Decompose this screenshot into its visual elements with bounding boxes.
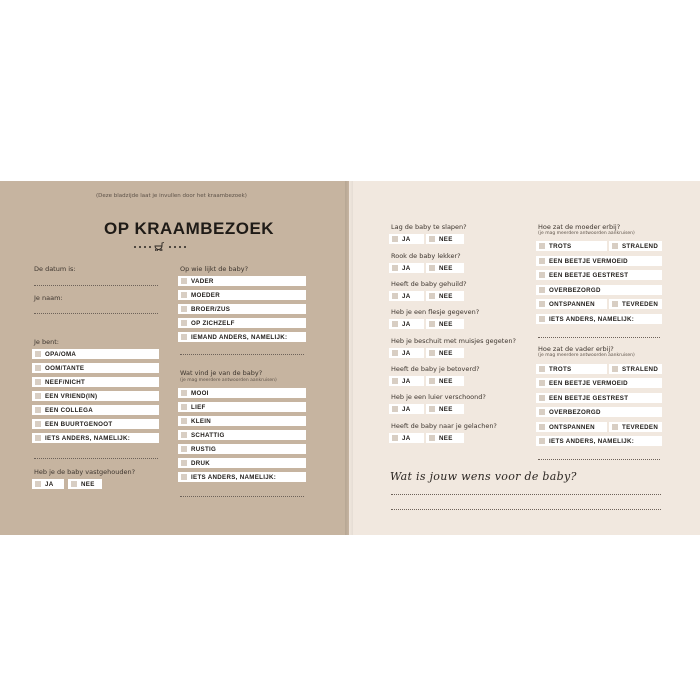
question-yes-option[interactable]: JA: [389, 319, 424, 329]
mother-mood-option[interactable]: IETS ANDERS, NAMELIJK:: [536, 314, 662, 324]
checkbox[interactable]: [71, 481, 77, 487]
checkbox[interactable]: [429, 435, 435, 441]
checkbox[interactable]: [429, 406, 435, 412]
mother-mood-option[interactable]: OVERBEZORGD: [536, 285, 662, 295]
checkbox[interactable]: [429, 265, 435, 271]
father-mood-option[interactable]: EEN BEETJE VERMOEID: [536, 378, 662, 388]
question-label: Lag de baby te slapen?: [391, 223, 467, 231]
opinion-option[interactable]: SCHATTIG: [178, 430, 306, 440]
father-mood-option[interactable]: STRALEND: [609, 364, 662, 374]
opinion-option[interactable]: RUSTIG: [178, 444, 306, 454]
father-mood-option[interactable]: ONTSPANNEN: [536, 422, 607, 432]
mother-other-line[interactable]: [538, 337, 660, 338]
relation-option[interactable]: OOM/TANTE: [32, 363, 159, 373]
checkbox[interactable]: [539, 366, 545, 372]
lookalike-other-line[interactable]: [180, 354, 304, 355]
lookalike-option[interactable]: OP ZICHZELF: [178, 318, 306, 328]
question-no-option[interactable]: NEE: [426, 291, 464, 301]
father-mood-option[interactable]: IETS ANDERS, NAMELIJK:: [536, 436, 662, 446]
question-no-option[interactable]: NEE: [426, 263, 464, 273]
mother-mood-option[interactable]: EEN BEETJE VERMOEID: [536, 256, 662, 266]
opinion-label: Wat vind je van de baby?: [180, 369, 263, 377]
checkbox[interactable]: [539, 316, 545, 322]
question-label: Heb je een flesje gegeven?: [391, 308, 480, 316]
checkbox[interactable]: [181, 292, 187, 298]
relation-label: Je bent:: [34, 338, 59, 346]
question-yes-option[interactable]: JA: [389, 348, 424, 358]
opinion-other-line[interactable]: [180, 496, 304, 497]
checkbox[interactable]: [181, 278, 187, 284]
checkbox[interactable]: [181, 404, 187, 410]
checkbox[interactable]: [539, 380, 545, 386]
checkbox[interactable]: [539, 272, 545, 278]
question-label: Heeft de baby gehuild?: [391, 280, 467, 288]
mother-mood-option[interactable]: STRALEND: [609, 241, 662, 251]
checkbox[interactable]: [181, 306, 187, 312]
question-no-option[interactable]: NEE: [426, 376, 464, 386]
checkbox[interactable]: [181, 474, 187, 480]
mother-label: Hoe zat de moeder erbij?: [538, 223, 621, 231]
mother-mood-option[interactable]: ONTSPANNEN: [536, 299, 607, 309]
date-label: De datum is:: [34, 265, 76, 273]
father-sublabel: (je mag meerdere antwoorden aankruisen): [538, 353, 635, 358]
name-line[interactable]: [34, 313, 158, 314]
question-no-option[interactable]: NEE: [426, 348, 464, 358]
checkbox[interactable]: [392, 236, 398, 242]
checkbox[interactable]: [429, 293, 435, 299]
mother-sublabel: (je mag meerdere antwoorden aankruisen): [538, 231, 635, 236]
checkbox[interactable]: [392, 265, 398, 271]
lookalike-option[interactable]: BROER/ZUS: [178, 304, 306, 314]
pram-icon: [154, 242, 166, 251]
opinion-option[interactable]: KLEIN: [178, 416, 306, 426]
question-label: Heeft de baby naar je gelachen?: [391, 422, 497, 430]
mother-mood-option[interactable]: TROTS: [536, 241, 607, 251]
checkbox[interactable]: [392, 435, 398, 441]
mother-mood-option[interactable]: EEN BEETJE GESTREST: [536, 270, 662, 280]
checkbox[interactable]: [429, 350, 435, 356]
checkbox[interactable]: [392, 321, 398, 327]
relation-option[interactable]: EEN COLLEGA: [32, 405, 159, 415]
lookalike-label: Op wie lijkt de baby?: [180, 265, 249, 273]
checkbox[interactable]: [539, 301, 545, 307]
name-label: Je naam:: [34, 294, 63, 302]
checkbox[interactable]: [392, 293, 398, 299]
wish-line[interactable]: [391, 494, 661, 495]
father-label: Hoe zat de vader erbij?: [538, 345, 614, 353]
checkbox[interactable]: [539, 409, 545, 415]
lookalike-option[interactable]: IEMAND ANDERS, NAMELIJK:: [178, 332, 306, 342]
father-other-line[interactable]: [538, 459, 660, 460]
checkbox[interactable]: [35, 393, 41, 399]
checkbox[interactable]: [612, 301, 618, 307]
checkbox[interactable]: [539, 424, 545, 430]
opinion-option[interactable]: MOOI: [178, 388, 306, 398]
page-title: OP KRAAMBEZOEK: [104, 219, 275, 238]
checkbox[interactable]: [539, 287, 545, 293]
question-yes-option[interactable]: JA: [389, 404, 424, 414]
question-yes-option[interactable]: JA: [389, 291, 424, 301]
held-yes-option[interactable]: JA: [32, 479, 64, 489]
question-no-option[interactable]: NEE: [426, 404, 464, 414]
page-note: (Deze bladzijde laat je invullen door het kraambezoek): [96, 193, 247, 199]
checkbox[interactable]: [181, 460, 187, 466]
question-no-option[interactable]: NEE: [426, 319, 464, 329]
father-mood-option[interactable]: EEN BEETJE GESTREST: [536, 393, 662, 403]
mother-mood-option[interactable]: TEVREDEN: [609, 299, 662, 309]
question-no-option[interactable]: NEE: [426, 433, 464, 443]
question-label: Rook de baby lekker?: [391, 252, 461, 260]
relation-option[interactable]: OPA/OMA: [32, 349, 159, 359]
checkbox[interactable]: [35, 435, 41, 441]
checkbox[interactable]: [35, 379, 41, 385]
question-label: Heb je beschuit met muisjes gegeten?: [391, 337, 516, 345]
held-no-option[interactable]: NEE: [68, 479, 102, 489]
checkbox[interactable]: [181, 334, 187, 340]
relation-option[interactable]: EEN VRIEND(IN): [32, 391, 159, 401]
father-mood-option[interactable]: OVERBEZORGD: [536, 407, 662, 417]
lookalike-option[interactable]: VADER: [178, 276, 306, 286]
checkbox[interactable]: [35, 407, 41, 413]
checkbox[interactable]: [392, 378, 398, 384]
relation-other-line[interactable]: [34, 458, 158, 459]
question-yes-option[interactable]: JA: [389, 376, 424, 386]
father-mood-option[interactable]: TROTS: [536, 364, 607, 374]
checkbox[interactable]: [35, 351, 41, 357]
book-spread: [0, 181, 700, 535]
question-yes-option[interactable]: JA: [389, 433, 424, 443]
checkbox[interactable]: [392, 406, 398, 412]
checkbox[interactable]: [612, 424, 618, 430]
relation-option[interactable]: EEN BUURTGENOOT: [32, 419, 159, 429]
question-label: Heb je een luier verschoond?: [391, 393, 486, 401]
checkbox[interactable]: [35, 365, 41, 371]
checkbox[interactable]: [181, 418, 187, 424]
question-yes-option[interactable]: JA: [389, 234, 424, 244]
checkbox[interactable]: [539, 258, 545, 264]
checkbox[interactable]: [181, 446, 187, 452]
checkbox[interactable]: [392, 350, 398, 356]
checkbox[interactable]: [181, 432, 187, 438]
checkbox[interactable]: [429, 321, 435, 327]
question-yes-option[interactable]: JA: [389, 263, 424, 273]
checkbox[interactable]: [429, 378, 435, 384]
question-no-option[interactable]: NEE: [426, 234, 464, 244]
opinion-sublabel: (je mag meerdere antwoorden aankruisen): [180, 378, 277, 383]
checkbox[interactable]: [181, 390, 187, 396]
wish-line[interactable]: [391, 509, 661, 510]
pram-ornament: [134, 242, 186, 251]
checkbox[interactable]: [181, 320, 187, 326]
checkbox[interactable]: [35, 481, 41, 487]
checkbox[interactable]: [429, 236, 435, 242]
opinion-option[interactable]: DRUK: [178, 458, 306, 468]
opinion-option[interactable]: LIEF: [178, 402, 306, 412]
checkbox[interactable]: [539, 243, 545, 249]
lookalike-option[interactable]: MOEDER: [178, 290, 306, 300]
checkbox[interactable]: [612, 366, 618, 372]
checkbox[interactable]: [539, 438, 545, 444]
opinion-option[interactable]: IETS ANDERS, NAMELIJK:: [178, 472, 306, 482]
relation-option[interactable]: NEEF/NICHT: [32, 377, 159, 387]
checkbox[interactable]: [35, 421, 41, 427]
question-label: Heeft de baby je betoverd?: [391, 365, 480, 373]
wish-heading: Wat is jouw wens voor de baby?: [390, 470, 577, 483]
relation-option[interactable]: IETS ANDERS, NAMELIJK:: [32, 433, 159, 443]
checkbox[interactable]: [539, 395, 545, 401]
father-mood-option[interactable]: TEVREDEN: [609, 422, 662, 432]
date-line[interactable]: [34, 285, 158, 286]
page-fold: [345, 181, 353, 535]
checkbox[interactable]: [612, 243, 618, 249]
held-label: Heb je de baby vastgehouden?: [34, 468, 136, 476]
